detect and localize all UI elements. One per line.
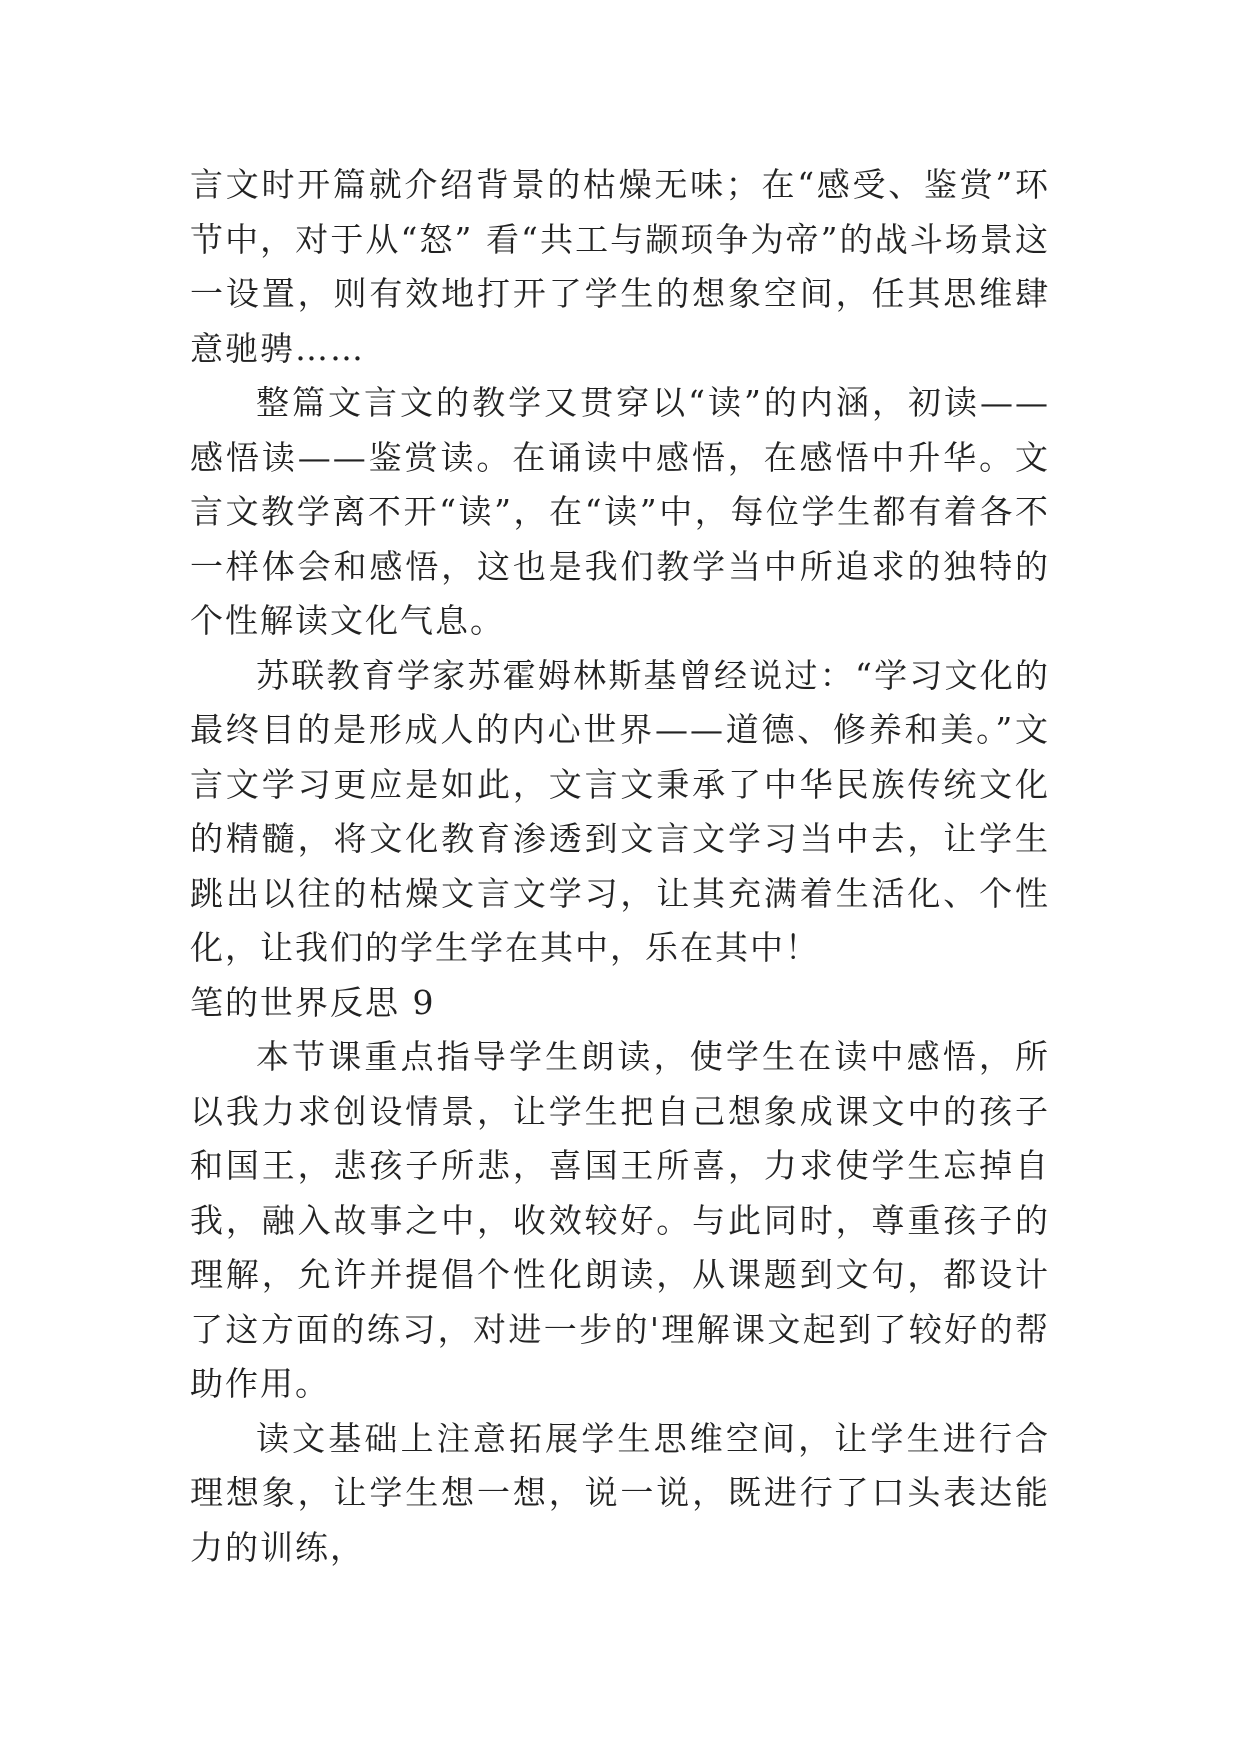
document-body bbox=[190, 158, 1050, 1575]
paragraph-4: 本节课重点指导学生朗读，使学生在读中感悟，所以我力求创设情景，让学生把自己想象成课文中的孩子和国王，悲孩子所悲，喜国王所喜，力求使学生忘掉自我，融入故事之中，收效较好。与此同时，尊重孩子的理解，允许并提倡个性化朗读，从课题到文句，都设计了这方面的练习，对进一步的'理解课文起到了较好的帮助作用。 bbox=[190, 1037, 1050, 1403]
paragraph-3: 苏联教育学家苏霍姆林斯基曾经说过：“学习文化的最终目的是形成人的内心世界——道德、修养和美。”文言文学习更应是如此，文言文秉承了中华民族传统文化的精髓，将文化教育渗透到文言文学习当中去，让学生跳出以往的枯燥文言文学习，让其充满着生活化、个性化，让我们的学生学在其中，乐在其中！ bbox=[190, 655, 1050, 967]
paragraph-1: 言文时开篇就介绍背景的枯燥无味；在“感受、鉴赏”环节中，对于从“怒” 看“共工与颛顼争为帝”的战斗场景这一设置，则有效地打开了学生的想象空间，任其思维肆意驰骋…… bbox=[190, 165, 1050, 368]
paragraph-2: 整篇文言文的教学又贯穿以“读”的内涵，初读——感悟读——鉴赏读。在诵读中感悟，在感悟中升华。文言文教学离不开“读”，在“读”中，每位学生都有着各不一样体会和感悟，这也是我们教学当中所追求的独特的个性解读文化气息。 bbox=[190, 383, 1050, 640]
section-heading: 笔的世界反思 9 bbox=[190, 982, 436, 1022]
paragraph-5: 读文基础上注意拓展学生思维空间，让学生进行合理想象，让学生想一想，说一说，既进行了口头表达能力的训练， bbox=[190, 1418, 1050, 1567]
